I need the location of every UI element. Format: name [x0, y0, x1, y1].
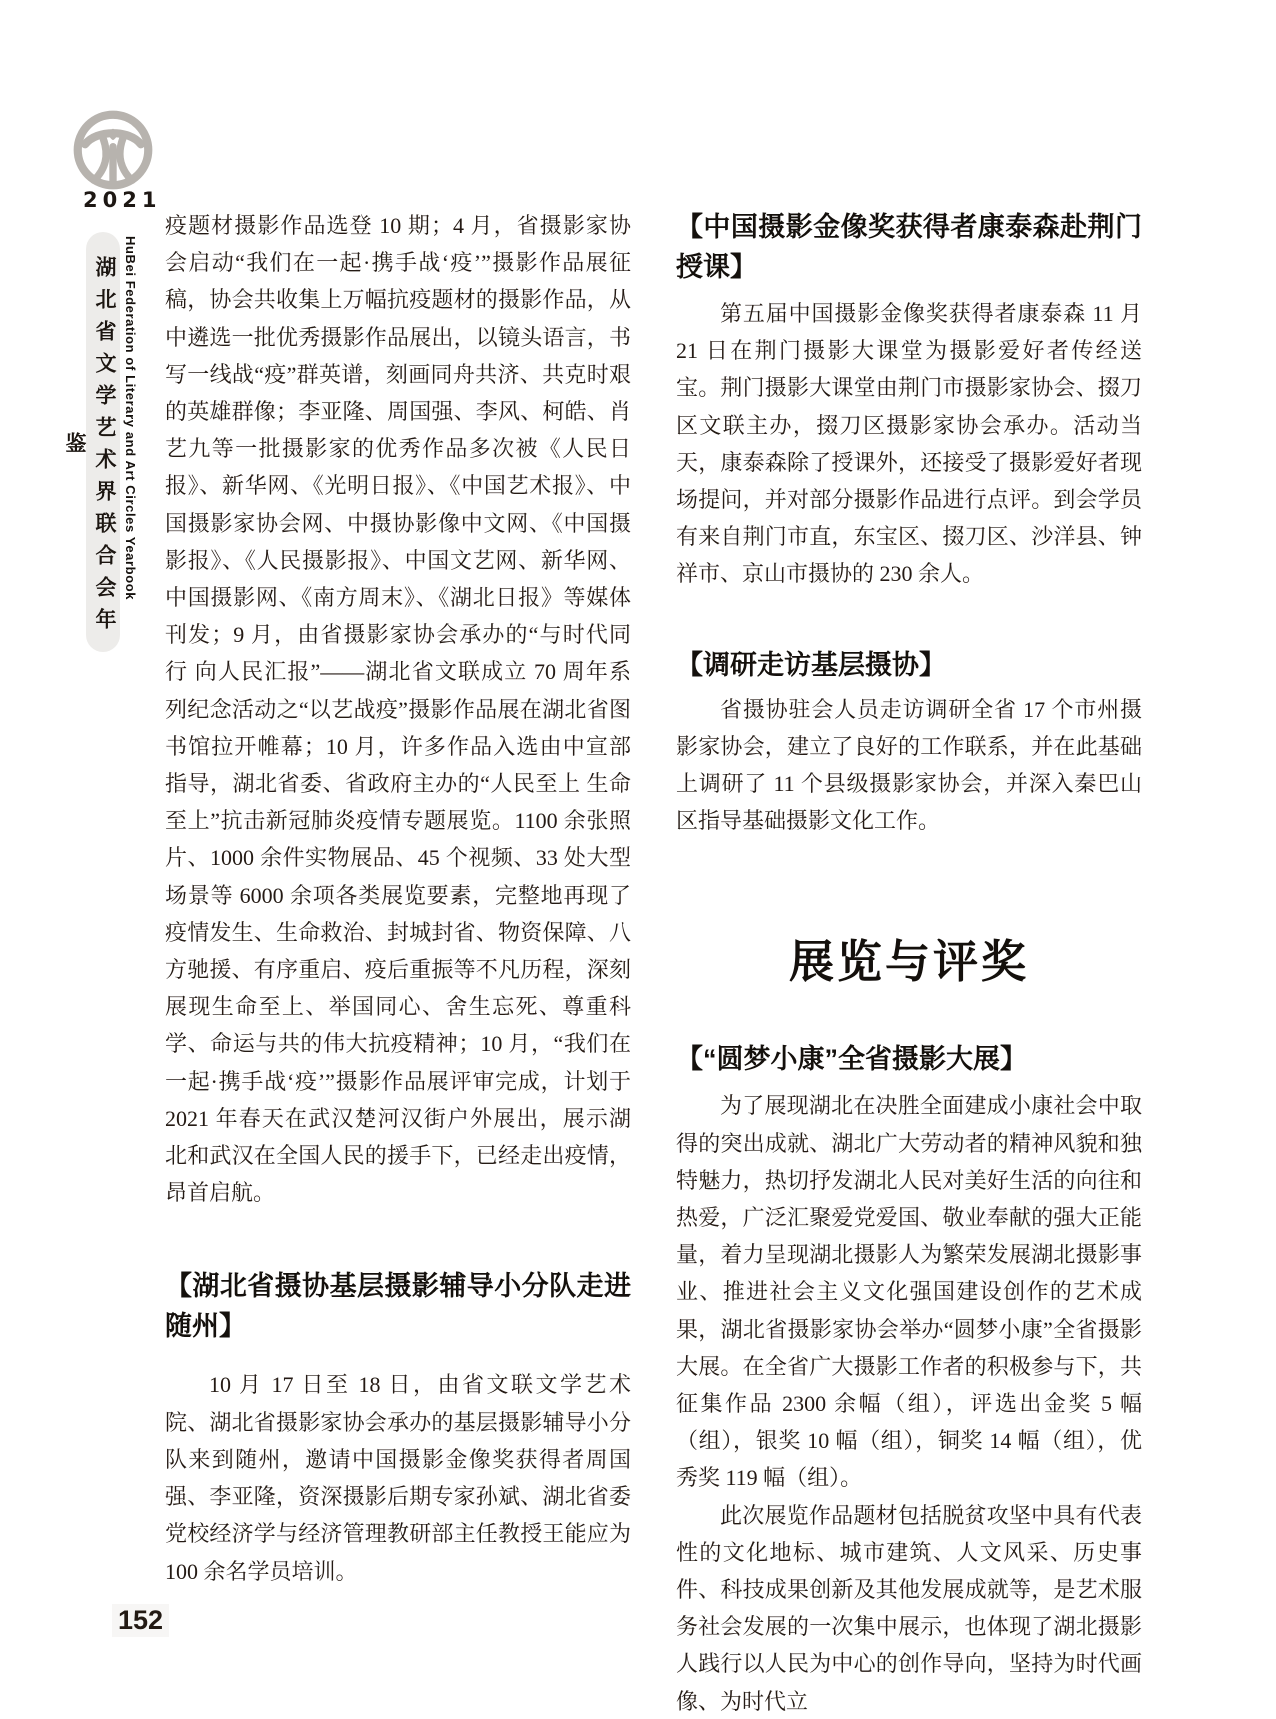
left-column [165, 207, 631, 1590]
section-body-kangtaisen: 第五届中国摄影金像奖获得者康泰森 11 月 21 日在荆门摄影大课堂为摄影爱好者传经送宝。荆门摄影大课堂由荆门市摄影家协会、掇刀区文联主办，掇刀区摄影家协会承办。活动当天，康泰森除了授课外，还接受了摄影爱好者现场提问，并对部分摄影作品进行点评。到会学员有来自荆门市直，东宝区、掇刀区、沙洋县、钟祥市、京山市摄协的 230 余人。 [676, 301, 1142, 587]
section-heading-kangtaisen: 【中国摄影金像奖获得者康泰森赴荆门授课】 [676, 212, 1142, 282]
left-continuation-paragraph: 疫题材摄影作品选登 10 期；4 月，省摄影家协会启动“我们在一起·携手战‘疫’”摄影作品展征稿，协会共收集上万幅抗疫题材的摄影作品，从中遴选一批优秀摄影作品展出，以镜头语言，书写一线战“疫”群英谱，刻画同舟共济、共克时艰的英雄群像；李亚隆、周国强、李风、柯皓、肖艺九等一批摄影家的优秀作品多次被《人民日报》、新华网、《光明日报》、《中国艺术报》、中国摄影家协会网、中摄协影像中文网、《中国摄影报》、《人民摄影报》、中国文艺网、新华网、中国摄影网、《南方周末》、《湖北日报》等媒体刊发；9 月，由省摄影家协会承办的“与时代同行 向人民汇报”——湖北省文联成立 70 周年系列纪念活动之“以艺战疫”摄影作品展在湖北省图书馆拉开帷幕；10 月，许多作品入选由中宣部指导，湖北省委、省政府主办的“人民至上 生命至上”抗击新冠肺炎疫情专题展览。1100 余张照片、1000 余件实物展品、45 个视频、33 处大型场景等 6000 余项各类展览要素，完整地再现了疫情发生、生命救治、封城封省、物资保障、八方驰援、有序重启、疫后重振等不凡历程，深刻展现生命至上、举国同心、舍生忘死、尊重科学、命运与共的伟大抗疫精神；10 月，“我们在一起·携手战‘疫’”摄影作品展评审完成，计划于 2021 年春天在武汉楚河汉街户外展出，展示湖北和武汉在全国人民的援手下，已经走出疫情，昂首启航。 [165, 213, 631, 1206]
section-body-suizhou: 10 月 17 日至 18 日，由省文联文学艺术院、湖北省摄影家协会承办的基层摄影辅导小分队来到随州，邀请中国摄影金像奖获得者周国强、李亚隆，资深摄影后期专家孙斌、湖北省委党校经济学与经济管理教研部主任教授王能应为 100 余名学员培训。 [165, 1372, 631, 1584]
page-number: 152 [112, 1604, 169, 1637]
federation-logo [72, 108, 154, 192]
section-heading-yuanmeng: 【“圆梦小康”全省摄影大展】 [676, 1044, 1027, 1075]
section-heading-suizhou: 【湖北省摄协基层摄影辅导小分队走进随州】 [165, 1271, 631, 1342]
section-heading-diaoyan: 【调研走访基层摄协】 [676, 649, 946, 680]
sidebar-title-en: HuBei Federation of Literary and Art Circles Yearbook [123, 236, 138, 601]
section-body-diaoyan: 省摄协驻会人员走访调研全省 17 个市州摄影家协会，建立了良好的工作联系，并在此基础上调研了 11 个县级摄影家协会，并深入秦巴山区指导基础摄影文化工作。 [676, 696, 1142, 834]
section-body-yuanmeng-2: 此次展览作品题材包括脱贫攻坚中具有代表性的文化地标、城市建筑、人文风采、历史事件、科技成果创新及其他发展成就等，是艺术服务社会发展的一次集中展示，也体现了湖北摄影人践行以人民为中心的创作导向，坚持为时代画像、为时代立 [676, 1502, 1142, 1714]
chapter-heading: 展览与评奖 [788, 936, 1029, 988]
section-body-yuanmeng-1: 为了展现湖北在决胜全面建成小康社会中取得的突出成就、湖北广大劳动者的精神风貌和独特魅力，热切抒发湖北人民对美好生活的向往和热爱，广泛汇聚爱党爱国、敬业奉献的强大正能量，着力呈现湖北摄影人为繁荣发展湖北摄影事业、推进社会主义文化强国建设创作的艺术成果，湖北省摄影家协会举办“圆梦小康”全省摄影大展。在全省广大摄影工作者的积极参与下，共征集作品 2300 余幅（组），评选出金奖 5 幅（组），银奖 10 幅（组），铜奖 14 幅（组），优秀奖 119 幅（组）。 [676, 1093, 1142, 1491]
year-label: 2021 [83, 188, 162, 212]
right-column [676, 207, 1142, 1719]
sidebar-title-cn: 湖北省文学艺术界联合会年鉴 [86, 232, 120, 652]
